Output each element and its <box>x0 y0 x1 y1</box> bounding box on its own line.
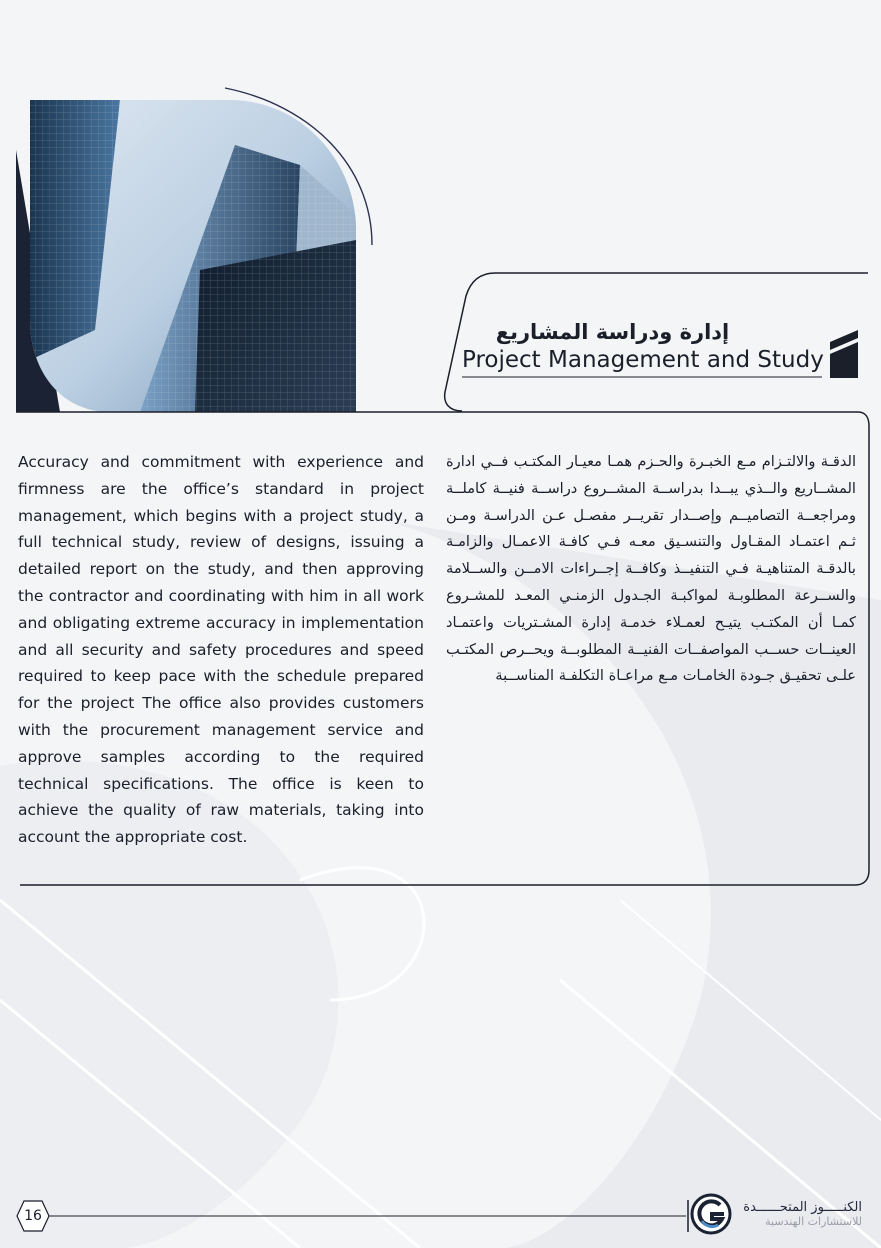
page-number: 16 <box>24 1208 42 1224</box>
company-logo-icon <box>690 1193 732 1235</box>
body-text-english: Accuracy and commitment with experience and firmness are the office’s standard in project management, which begins with a project study, a full technical study, review of designs, issuing a detailed report on the study, and then approving the contractor and coordinating with him in all work and obligating extreme accuracy in implementation and all security and safety procedures and speed required to keep pace with the schedule prepared for the project The office also provides customers with the procurement management service and approve samples according to the required technical specifications. The office is keen to achieve the quality of raw materials, taking into account the appropriate cost. <box>18 453 424 847</box>
section-title-english: Project Management and Study <box>462 347 824 373</box>
company-tagline: للاستشارات الهندسية <box>765 1215 862 1228</box>
section-title-arabic: إدارة ودراسة المشاريع <box>495 320 730 344</box>
body-text-arabic: الدقـة والالتـزام مـع الخبـرة والحـزم همـا معيـار المكتـب فــي ادارة المشــاريع والــذي يبــدا بدراســة المشــروع دراســة فنيــة كاملــة ومراجعــة التصاميــم وإصــدار تقريــر مفصـل عـن الدراسـة ومـن ثـم اعتمـاد المقـاول والتنسـيق معـه فـي كافـة الاعمـال والزامـة بالدقـة المتناهيـة فـي التنفيــذ وكافــة إجــراءات الامــن والســلامة والســرعة المطلوبـة لمواكبـة الجـدول الزمنـي المعـد للمشـروع كمـا أن المكتـب يتيـح لعمـلاء خدمـة إدارة المشـتريات واعتمـاد العينــات حســب المواصفــات الفنيــة المطلوبــة ويحــرص المكتـب علـى تحقيـق جـودة الخامـات مـع مراعـاة التكلفـة المناســبة <box>446 453 856 685</box>
heading-accent-icon <box>828 330 860 380</box>
company-name: الكنـــــوز المتحــــــدة <box>743 1200 862 1215</box>
